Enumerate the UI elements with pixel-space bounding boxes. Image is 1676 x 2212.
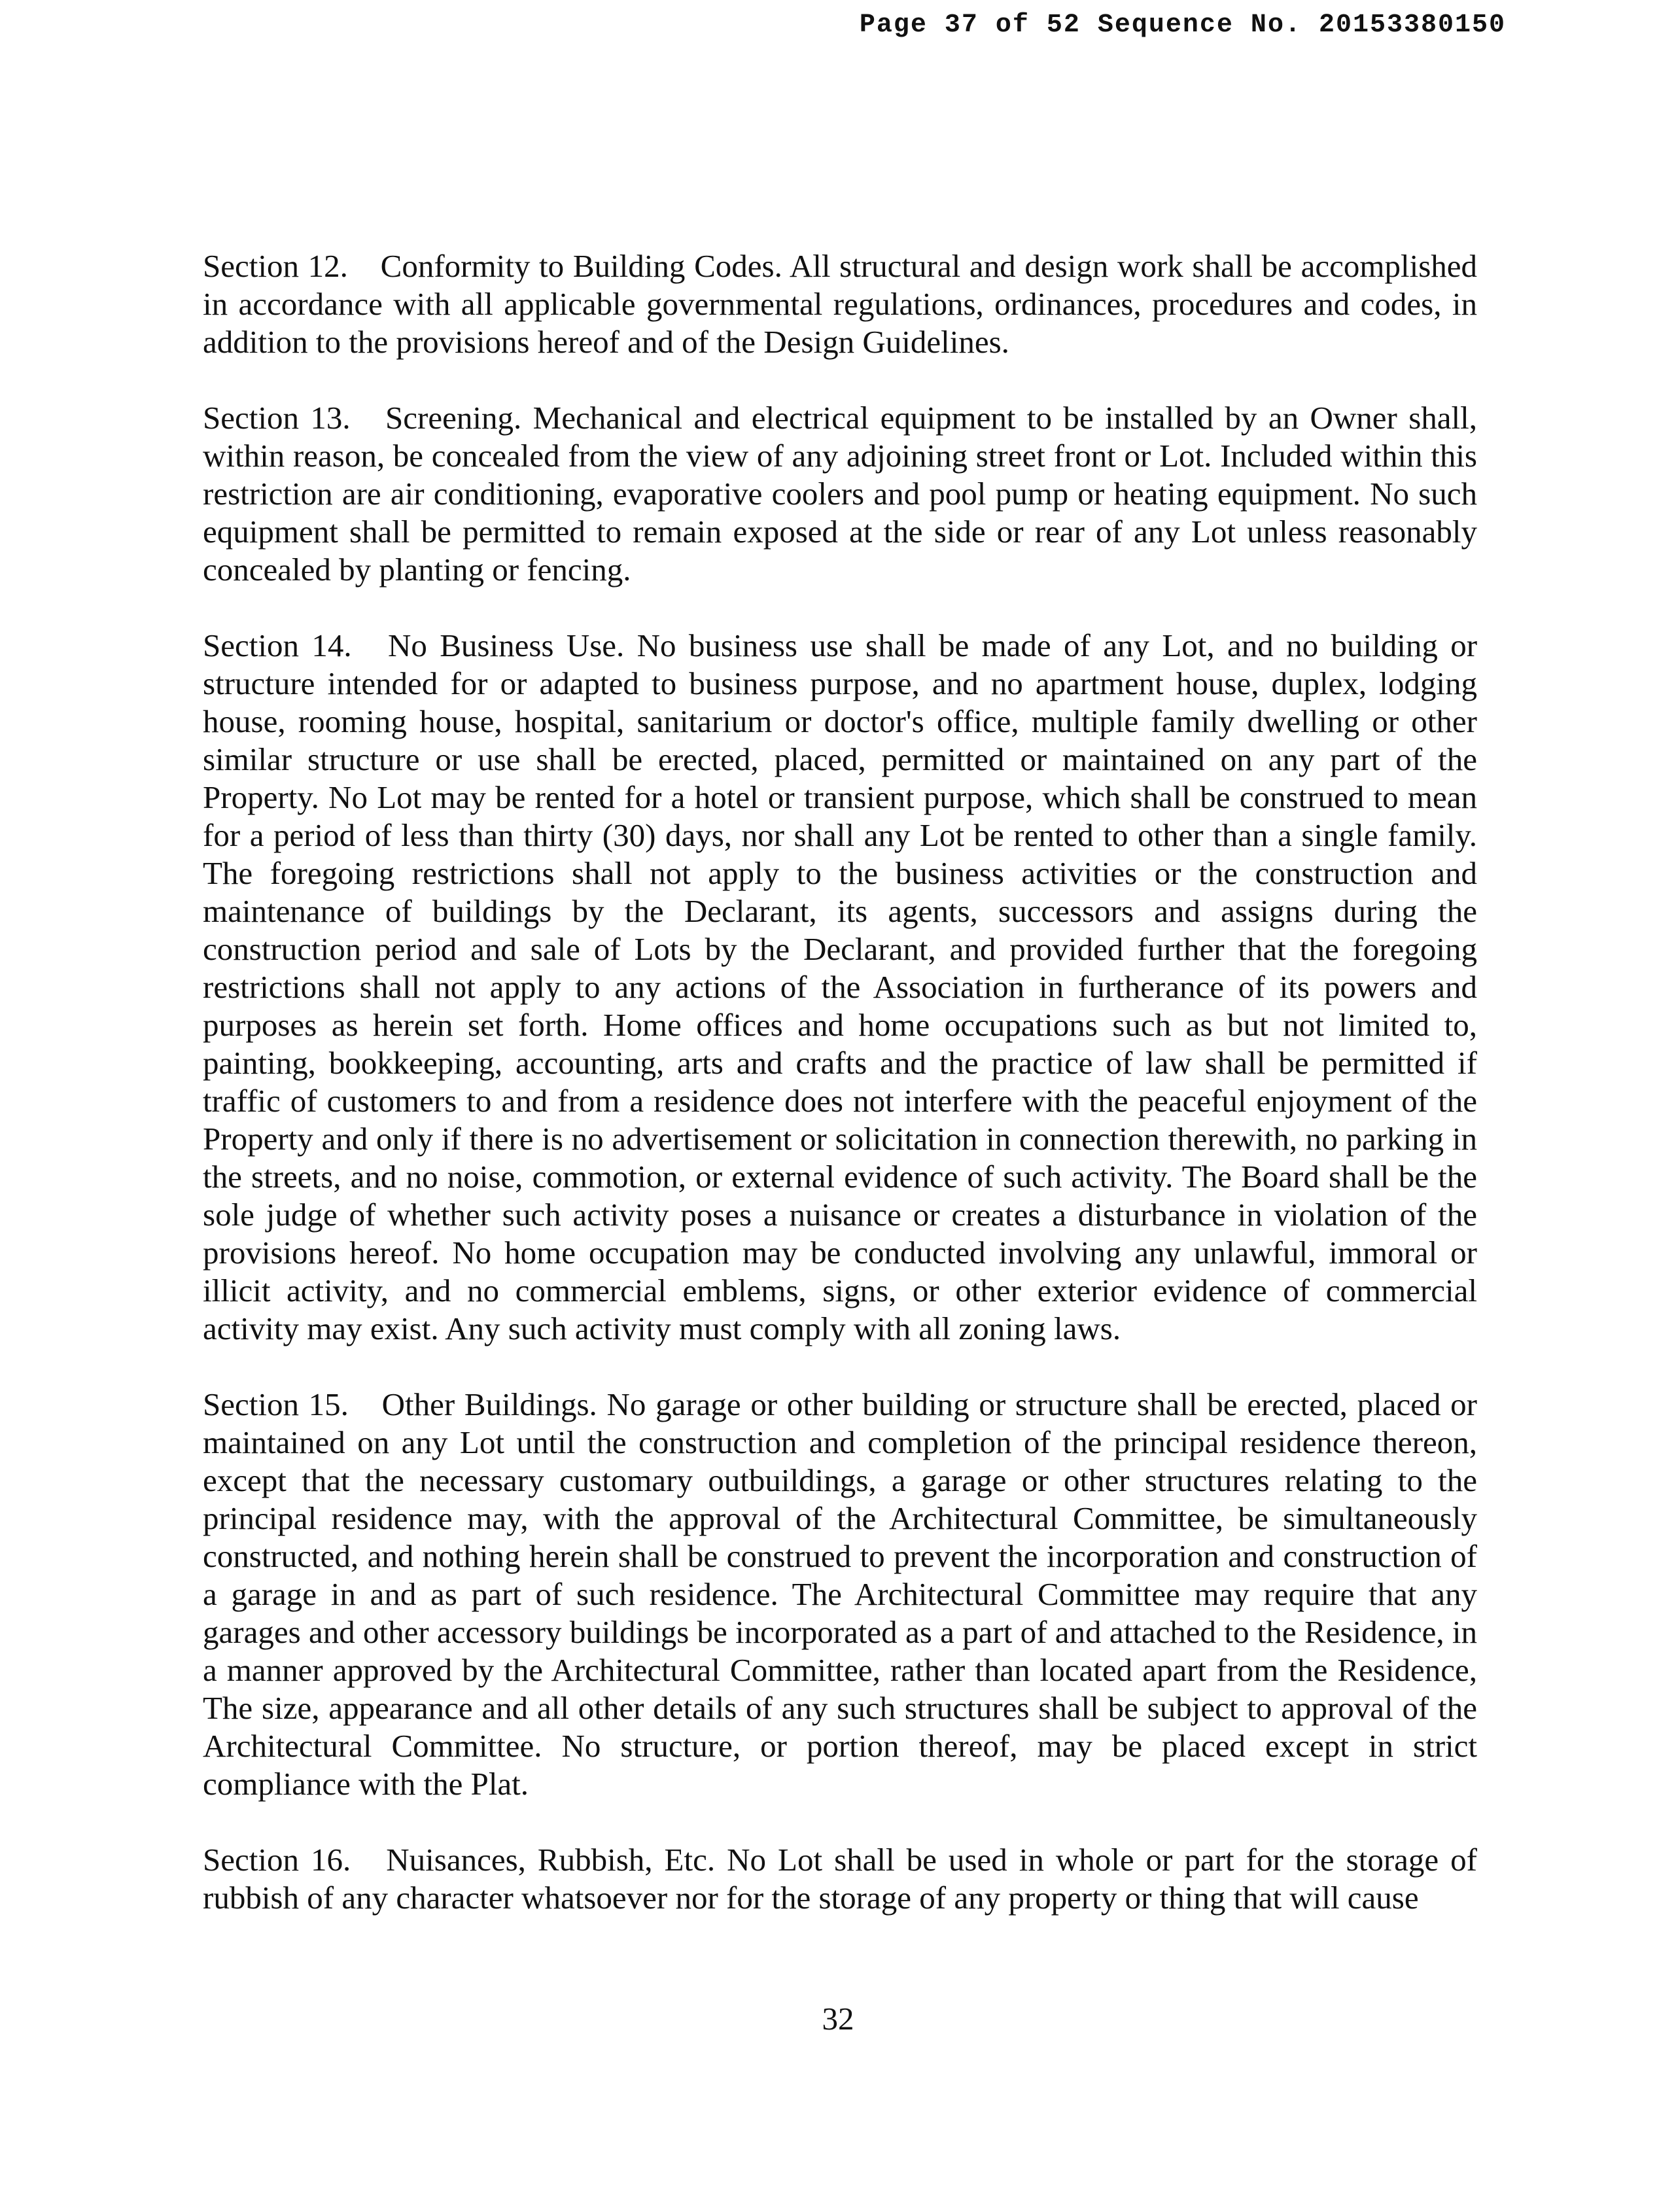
section-13-text: Mechanical and electrical equipment to be installed by an Owner shall, within reason, be concealed from the view of any adjoining street front or Lot. Included within this restriction are air conditioning, evaporative coolers and pool pump or heating equipment. No such equipment shall be permitted to remain exposed at the side or rear of any Lot unless reasonably concealed by planting or fencing. bbox=[203, 400, 1478, 588]
section-16-number: Section 16. bbox=[203, 1842, 351, 1878]
section-14-title: No Business Use. bbox=[387, 627, 625, 663]
section-13-paragraph bbox=[203, 399, 1477, 589]
section-14-number: Section 14. bbox=[203, 627, 352, 663]
section-13-title: Screening. bbox=[385, 400, 522, 436]
section-14-text: No business use shall be made of any Lot, and no building or structure intended for or adapted to business purpose, and no apartment house, duplex, lodging house, rooming house, hospital, sanitarium or doctor's office, multiple family dwelling or other similar structure or use shall be erected, placed, permitted or maintained on any part of the Property. No Lot may be rented for a hotel or transient purpose, which shall be construed to mean for a period of less than thirty (30) days, nor shall any Lot be rented to other than a single family. The foregoing restrictions shall not apply to the business activities or the construction and maintenance of buildings by the Declarant, its agents, successors and assigns during the construction period and sale of Lots by the Declarant, and provided further that the foregoing restrictions shall not apply to any actions of the Association in furtherance of its powers and purposes as herein set forth. Home offices and home occupations such as but not limited to, painting, bookkeeping, accounting, arts and crafts and the practice of law shall be permitted if traffic of customers to and from a residence does not interfere with the peaceful enjoyment of the Property and only if there is no advertisement or solicitation in connection therewith, no parking in the streets, and no noise, commotion, or external evidence of such activity. The Board shall be the sole judge of whether such activity poses a nuisance or creates a disturbance in violation of the provisions hereof. No home occupation may be conducted involving any unlawful, immoral or illicit activity, and no commercial emblems, signs, or other exterior evidence of commercial activity may exist. Any such activity must comply with all zoning laws. bbox=[203, 627, 1478, 1346]
page-number: 32 bbox=[822, 2001, 854, 2037]
section-12-number: Section 12. bbox=[203, 248, 348, 284]
section-12-text: All structural and design work shall be accomplished in accordance with all applicable governmental regulations, ordinances, procedures and codes, in addition to the provisions hereof and of the Design Guidelines. bbox=[203, 248, 1478, 360]
section-12-title: Conformity to Building Codes. bbox=[380, 248, 782, 284]
section-12-paragraph bbox=[203, 247, 1477, 361]
page-sequence-header: Page 37 of 52 Sequence No. 20153380150 bbox=[859, 10, 1506, 40]
section-14-paragraph bbox=[203, 627, 1477, 1348]
section-16-paragraph bbox=[203, 1841, 1477, 1917]
section-13-number: Section 13. bbox=[203, 400, 351, 436]
section-15-title: Other Buildings. bbox=[381, 1386, 597, 1422]
section-16-title: Nuisances, Rubbish, Etc. bbox=[386, 1842, 716, 1878]
section-15-text: No garage or other building or structure shall be erected, placed or maintained on any Lot until the construction and completion of the principal residence thereon, except that the necessary customary outbuildings, a garage or other structures relating to the principal residence may, with the approval of the Architectural Committee, be simultaneously constructed, and nothing herein shall be construed to prevent the incorporation and construction of a garage in and as part of such residence. The Architectural Committee may require that any garages and other accessory buildings be incorporated as a part of and attached to the Residence, in a manner approved by the Architectural Committee, rather than located apart from the Residence, The size, appearance and all other details of any such structures shall be subject to approval of the Architectural Committee. No structure, or portion thereof, may be placed except in strict compliance with the Plat. bbox=[203, 1386, 1477, 1802]
document-body bbox=[203, 247, 1477, 1955]
section-15-number: Section 15. bbox=[203, 1386, 349, 1422]
section-15-paragraph bbox=[203, 1386, 1477, 1803]
section-16-text: No Lot shall be used in whole or part for the storage of rubbish of any character whatsoever nor for the storage of any property or thing that will cause bbox=[203, 1842, 1477, 1916]
